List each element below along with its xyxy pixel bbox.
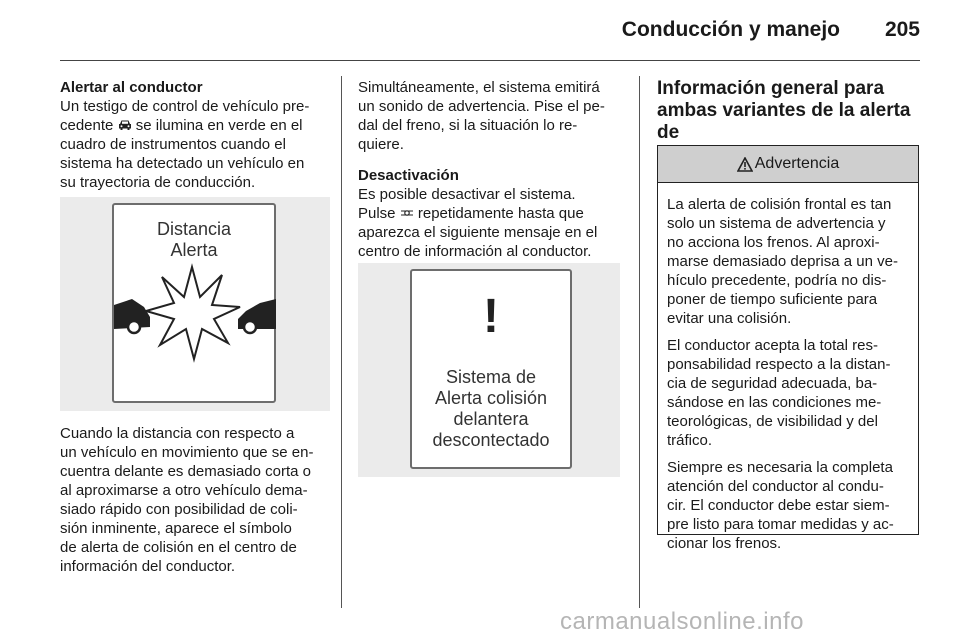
car-right-icon	[232, 295, 276, 339]
text-line: Simultáneamente, el sistema emitirá	[358, 79, 600, 96]
header-rule	[60, 60, 920, 61]
watermark[interactable]: carmanualsonline.info	[560, 608, 804, 635]
text-line: centro de información al conductor.	[358, 243, 592, 260]
collision-alert-figure	[60, 197, 330, 411]
column-divider-2	[639, 76, 640, 608]
text-line: aparezca el siguiente mensaje en el	[358, 224, 598, 241]
text-span: Pulse	[358, 205, 396, 222]
text-line	[358, 204, 628, 223]
section-title-line: Información general para	[657, 78, 885, 99]
text-line	[60, 116, 330, 135]
warning-box	[657, 145, 919, 552]
text-line: cuentra delante es demasiado corta o	[60, 463, 311, 480]
vehicle-ahead-icon	[118, 119, 132, 131]
figure-label-line: descontectado	[432, 430, 550, 450]
figure-label-line: delantera	[453, 409, 529, 429]
text-line: un vehículo en movimiento que se en-	[60, 444, 314, 461]
warning-body	[658, 183, 918, 553]
figure-label-line: Sistema de	[445, 367, 537, 387]
figure-label-alerta: Alerta	[170, 240, 218, 260]
warning-paragraph: La alerta de colisión frontal es tan solo un sistema de advertencia y no acciona los frenos. Al aproxi- marse demasiado deprisa a un ve- hículo precedente, podría no dis- poner de tiempo suficiente para evitar una colisión.	[667, 196, 898, 327]
text-line: de alerta de colisión en el centro de	[60, 539, 297, 556]
system-off-figure	[358, 263, 620, 477]
warning-paragraph: El conductor acepta la total res- ponsabilidad respecto a la distan- cia de seguridad adecuada, ba- sándose en las condiciones me- teorológicas, de visibilidad y del tráfico.	[667, 337, 891, 449]
text-span: se ilumina en verde en el	[135, 117, 303, 134]
text-line: su trayectoria de conducción.	[60, 174, 256, 191]
left-column-lower	[60, 424, 330, 576]
page-header-title: Conducción y manejo	[621, 18, 840, 41]
car-left-icon	[114, 293, 154, 337]
text-line: siado rápido con posibilidad de coli-	[60, 501, 298, 518]
text-span: cedente	[60, 117, 114, 134]
warning-triangle-icon	[737, 157, 753, 172]
figure-label-distancia: Distancia	[156, 219, 232, 239]
section-heading-deactivation: Desactivación	[358, 167, 459, 184]
text-line: Cuando la distancia con respecto a	[60, 425, 295, 442]
text-line: información del conductor.	[60, 558, 236, 575]
section-heading-alert: Alertar al conductor	[60, 79, 203, 96]
text-line: sistema ha detectado un vehículo en	[60, 155, 305, 172]
text-line: sión inminente, aparece el símbolo	[60, 520, 292, 537]
figure-label-line: Alerta colisión	[434, 388, 548, 408]
column-divider-1	[341, 76, 342, 608]
thumbwheel-icon	[400, 207, 414, 219]
text-line: un sonido de advertencia. Pise el pe-	[358, 98, 605, 115]
text-line: Es posible desactivar el sistema.	[358, 186, 576, 203]
text-line: Un testigo de control de vehículo pre-	[60, 98, 310, 115]
text-line: quiere.	[358, 136, 404, 153]
message-display-frame	[410, 269, 572, 469]
exclamation-icon: !	[483, 290, 499, 343]
warning-header	[658, 146, 918, 183]
warning-label: Advertencia	[754, 155, 840, 172]
warning-paragraph: Siempre es necesaria la completa atención del conductor al condu- cir. El conductor debe estar siem- pre listo para tomar medidas y ac- cionar los frenos.	[667, 459, 894, 552]
text-line: cuadro de instrumentos cuando el	[60, 136, 286, 153]
text-line: al aproximarse a otro vehículo dema-	[60, 482, 308, 499]
page-number: 205	[884, 18, 920, 41]
left-column	[60, 78, 330, 192]
text-line: dal del freno, si la situación lo re-	[358, 117, 578, 134]
text-span: repetidamente hasta que	[417, 205, 584, 222]
section-title-line: ambas variantes de la alerta de	[657, 100, 911, 143]
middle-column	[358, 78, 628, 261]
